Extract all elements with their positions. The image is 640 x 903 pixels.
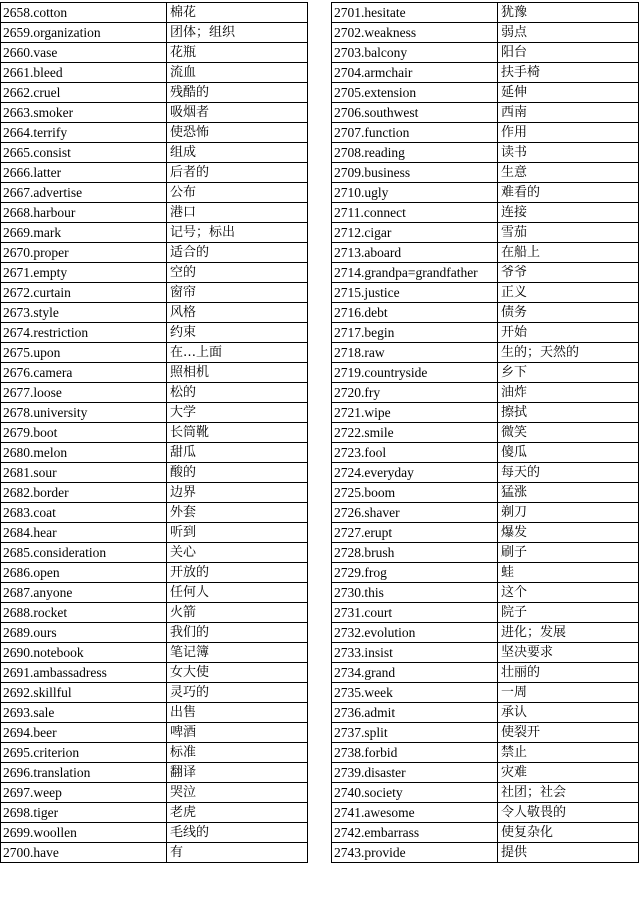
vocab-row [332,763,639,783]
vocab-word: 2737.split [332,723,498,743]
vocab-meaning: 适合的 [167,243,308,263]
vocab-word: 2677.loose [1,383,167,403]
vocab-meaning: 流血 [167,63,308,83]
vocab-word: 2722.smile [332,423,498,443]
vocab-word: 2682.border [1,483,167,503]
vocab-word: 2667.advertise [1,183,167,203]
vocab-row [332,363,639,383]
vocab-meaning: 读书 [498,143,639,163]
vocab-meaning: 微笑 [498,423,639,443]
vocab-meaning: 甜瓜 [167,443,308,463]
vocab-row [332,3,639,23]
vocab-meaning: 窗帘 [167,283,308,303]
vocab-meaning: 社团；社会 [498,783,639,803]
vocab-word: 2725.boom [332,483,498,503]
vocab-word: 2742.embarrass [332,823,498,843]
vocab-row [332,143,639,163]
vocab-table-left [0,2,308,863]
vocab-word: 2723.fool [332,443,498,463]
vocab-meaning: 听到 [167,523,308,543]
vocab-meaning: 令人敬畏的 [498,803,639,823]
vocab-word: 2743.provide [332,843,498,863]
vocab-word: 2729.frog [332,563,498,583]
vocab-word: 2705.extension [332,83,498,103]
vocab-meaning: 出售 [167,703,308,723]
vocab-row [332,623,639,643]
vocab-meaning: 记号；标出 [167,223,308,243]
vocab-word: 2688.rocket [1,603,167,623]
vocab-row [1,283,308,303]
vocab-row [332,643,639,663]
vocab-table-left-body [1,3,308,863]
vocab-row [1,543,308,563]
vocab-row [1,143,308,163]
vocab-word: 2733.insist [332,643,498,663]
vocab-word: 2681.sour [1,463,167,483]
vocab-row [1,163,308,183]
vocab-meaning: 笔记簿 [167,643,308,663]
vocab-row [332,283,639,303]
vocab-row [1,423,308,443]
vocab-row [332,803,639,823]
vocab-meaning: 延伸 [498,83,639,103]
vocab-word: 2721.wipe [332,403,498,423]
vocab-meaning: 港口 [167,203,308,223]
vocab-row [1,43,308,63]
vocab-row [1,683,308,703]
vocab-word: 2706.southwest [332,103,498,123]
vocab-meaning: 这个 [498,583,639,603]
vocab-row [1,523,308,543]
vocab-word: 2736.admit [332,703,498,723]
vocab-meaning: 乡下 [498,363,639,383]
vocab-word: 2695.criterion [1,743,167,763]
vocab-word: 2663.smoker [1,103,167,123]
vocab-word: 2680.melon [1,443,167,463]
vocab-word: 2716.debt [332,303,498,323]
vocab-row [332,663,639,683]
vocab-row [1,263,308,283]
vocab-word: 2686.open [1,563,167,583]
vocab-word: 2708.reading [332,143,498,163]
vocab-meaning: 后者的 [167,163,308,183]
vocab-meaning: 犹豫 [498,3,639,23]
vocab-word: 2665.consist [1,143,167,163]
vocab-row [1,563,308,583]
vocab-meaning: 坚决要求 [498,643,639,663]
vocab-row [1,403,308,423]
vocab-row [332,683,639,703]
vocab-meaning: 边界 [167,483,308,503]
vocab-meaning: 刷子 [498,543,639,563]
vocab-meaning: 扶手椅 [498,63,639,83]
vocab-meaning: 灾难 [498,763,639,783]
vocab-word: 2659.organization [1,23,167,43]
vocab-row [332,463,639,483]
vocab-row [332,163,639,183]
vocab-meaning: 风格 [167,303,308,323]
vocab-row [332,783,639,803]
vocab-word: 2713.aboard [332,243,498,263]
vocab-meaning: 蛙 [498,563,639,583]
vocab-row [1,83,308,103]
vocab-word: 2715.justice [332,283,498,303]
vocab-meaning: 剃刀 [498,503,639,523]
vocab-meaning: 雪茄 [498,223,639,243]
vocab-meaning: 提供 [498,843,639,863]
vocab-row [332,583,639,603]
vocab-word: 2693.sale [1,703,167,723]
vocab-row [1,723,308,743]
vocab-row [332,743,639,763]
vocab-row [1,123,308,143]
vocab-word: 2673.style [1,303,167,323]
vocab-row [1,343,308,363]
vocab-word: 2691.ambassadress [1,663,167,683]
vocab-row [332,703,639,723]
vocab-row [1,323,308,343]
vocab-meaning: 女大使 [167,663,308,683]
vocab-word: 2701.hesitate [332,3,498,23]
vocab-meaning: 在…上面 [167,343,308,363]
vocab-word: 2698.tiger [1,803,167,823]
vocab-meaning: 擦拭 [498,403,639,423]
vocab-word: 2700.have [1,843,167,863]
vocab-meaning: 进化；发展 [498,623,639,643]
vocab-meaning: 使裂开 [498,723,639,743]
vocab-meaning: 关心 [167,543,308,563]
vocab-row [332,343,639,363]
vocab-meaning: 火箭 [167,603,308,623]
vocab-meaning: 翻译 [167,763,308,783]
vocab-meaning: 任何人 [167,583,308,603]
vocab-word: 2720.fry [332,383,498,403]
vocab-meaning: 难看的 [498,183,639,203]
vocab-meaning: 棉花 [167,3,308,23]
vocab-word: 2707.function [332,123,498,143]
vocab-row [332,523,639,543]
vocab-word: 2670.proper [1,243,167,263]
vocab-word: 2666.latter [1,163,167,183]
vocab-word: 2712.cigar [332,223,498,243]
vocab-word: 2684.hear [1,523,167,543]
vocab-word: 2660.vase [1,43,167,63]
vocab-row [1,363,308,383]
vocab-word: 2730.this [332,583,498,603]
vocab-word: 2661.bleed [1,63,167,83]
vocab-row [1,583,308,603]
vocab-meaning: 使复杂化 [498,823,639,843]
vocab-word: 2714.grandpa=grandfather [332,263,498,283]
vocab-row [1,463,308,483]
vocab-row [332,543,639,563]
vocab-word: 2685.consideration [1,543,167,563]
vocab-row [332,123,639,143]
vocab-meaning: 团体；组织 [167,23,308,43]
vocab-row [1,623,308,643]
vocab-meaning: 每天的 [498,463,639,483]
vocab-meaning: 弱点 [498,23,639,43]
vocab-meaning: 灵巧的 [167,683,308,703]
vocab-word: 2717.begin [332,323,498,343]
vocab-meaning: 阳台 [498,43,639,63]
vocab-row [1,103,308,123]
vocab-word: 2740.society [332,783,498,803]
vocab-meaning: 正义 [498,283,639,303]
vocab-meaning: 长筒靴 [167,423,308,443]
vocab-meaning: 禁止 [498,743,639,763]
vocab-row [1,183,308,203]
vocab-row [332,403,639,423]
vocab-row [1,763,308,783]
vocab-meaning: 开放的 [167,563,308,583]
vocab-word: 2676.camera [1,363,167,383]
vocab-word: 2711.connect [332,203,498,223]
vocab-row [332,223,639,243]
vocab-word: 2727.erupt [332,523,498,543]
vocab-row [332,43,639,63]
vocab-meaning: 在船上 [498,243,639,263]
vocab-meaning: 毛线的 [167,823,308,843]
vocab-row [1,743,308,763]
vocab-row [332,563,639,583]
vocab-row [332,423,639,443]
vocab-meaning: 使恐怖 [167,123,308,143]
vocab-row [332,723,639,743]
vocab-row [332,603,639,623]
vocab-meaning: 残酷的 [167,83,308,103]
vocab-row [1,443,308,463]
vocab-meaning: 哭泣 [167,783,308,803]
vocab-row [1,223,308,243]
vocab-word: 2718.raw [332,343,498,363]
vocab-word: 2703.balcony [332,43,498,63]
vocab-word: 2689.ours [1,623,167,643]
vocab-row [1,383,308,403]
vocab-word: 2741.awesome [332,803,498,823]
vocab-row [332,303,639,323]
vocab-meaning: 作用 [498,123,639,143]
vocab-word: 2699.woollen [1,823,167,843]
vocab-word: 2728.brush [332,543,498,563]
vocab-meaning: 大学 [167,403,308,423]
vocab-row [1,663,308,683]
vocab-word: 2671.empty [1,263,167,283]
vocab-meaning: 壮丽的 [498,663,639,683]
vocab-word: 2675.upon [1,343,167,363]
vocab-meaning: 生的；天然的 [498,343,639,363]
vocab-meaning: 外套 [167,503,308,523]
vocab-row [1,843,308,863]
vocab-word: 2669.mark [1,223,167,243]
vocab-word: 2709.business [332,163,498,183]
vocab-meaning: 松的 [167,383,308,403]
vocab-meaning: 标准 [167,743,308,763]
vocab-meaning: 组成 [167,143,308,163]
vocab-row [332,823,639,843]
vocab-row [1,783,308,803]
vocab-meaning: 约束 [167,323,308,343]
vocab-meaning: 一周 [498,683,639,703]
vocab-meaning: 爆发 [498,523,639,543]
vocab-word: 2668.harbour [1,203,167,223]
vocab-row [332,323,639,343]
vocab-row [1,603,308,623]
vocab-meaning: 空的 [167,263,308,283]
vocab-row [1,203,308,223]
vocab-word: 2726.shaver [332,503,498,523]
vocab-row [332,383,639,403]
vocab-row [1,63,308,83]
vocab-meaning: 连接 [498,203,639,223]
vocab-word: 2672.curtain [1,283,167,303]
vocab-word: 2732.evolution [332,623,498,643]
vocab-row [1,643,308,663]
vocab-word: 2731.court [332,603,498,623]
vocab-row [332,843,639,863]
vocab-word: 2664.terrify [1,123,167,143]
vocab-word: 2696.translation [1,763,167,783]
vocab-meaning: 花瓶 [167,43,308,63]
vocab-row [332,103,639,123]
vocab-word: 2719.countryside [332,363,498,383]
vocab-meaning: 照相机 [167,363,308,383]
vocab-table-right [331,2,639,863]
vocab-meaning: 西南 [498,103,639,123]
vocab-row [1,503,308,523]
vocab-meaning: 啤酒 [167,723,308,743]
vocab-word: 2658.cotton [1,3,167,23]
vocab-row [1,703,308,723]
vocab-row [1,243,308,263]
vocab-meaning: 油炸 [498,383,639,403]
vocab-word: 2679.boot [1,423,167,443]
vocab-meaning: 公布 [167,183,308,203]
vocab-meaning: 傻瓜 [498,443,639,463]
vocab-word: 2702.weakness [332,23,498,43]
vocab-meaning: 猛涨 [498,483,639,503]
vocab-row [1,303,308,323]
vocab-word: 2692.skillful [1,683,167,703]
vocab-row [332,503,639,523]
vocab-meaning: 开始 [498,323,639,343]
vocab-row [332,263,639,283]
vocab-word: 2694.beer [1,723,167,743]
vocab-row [332,203,639,223]
vocab-word: 2738.forbid [332,743,498,763]
vocab-meaning: 老虎 [167,803,308,823]
vocab-word: 2739.disaster [332,763,498,783]
vocab-table-right-body [332,3,639,863]
vocab-meaning: 有 [167,843,308,863]
vocab-row [332,243,639,263]
vocab-row [332,183,639,203]
vocab-row [1,3,308,23]
vocab-meaning: 爷爷 [498,263,639,283]
vocab-row [332,483,639,503]
vocab-row [1,803,308,823]
vocab-word: 2674.restriction [1,323,167,343]
vocab-word: 2697.weep [1,783,167,803]
vocab-word: 2724.everyday [332,463,498,483]
vocab-word: 2662.cruel [1,83,167,103]
vocab-row [1,23,308,43]
vocab-word: 2704.armchair [332,63,498,83]
vocab-meaning: 承认 [498,703,639,723]
vocab-meaning: 院子 [498,603,639,623]
vocab-meaning: 债务 [498,303,639,323]
vocab-meaning: 酸的 [167,463,308,483]
vocab-word: 2734.grand [332,663,498,683]
vocab-row [332,23,639,43]
vocab-row [1,823,308,843]
vocab-word: 2678.university [1,403,167,423]
vocab-meaning: 生意 [498,163,639,183]
vocab-word: 2683.coat [1,503,167,523]
vocab-meaning: 我们的 [167,623,308,643]
vocab-meaning: 吸烟者 [167,103,308,123]
vocab-row [1,483,308,503]
vocab-row [332,443,639,463]
vocab-word: 2690.notebook [1,643,167,663]
vocab-word: 2687.anyone [1,583,167,603]
vocab-row [332,63,639,83]
vocab-word: 2710.ugly [332,183,498,203]
vocab-row [332,83,639,103]
vocab-word: 2735.week [332,683,498,703]
